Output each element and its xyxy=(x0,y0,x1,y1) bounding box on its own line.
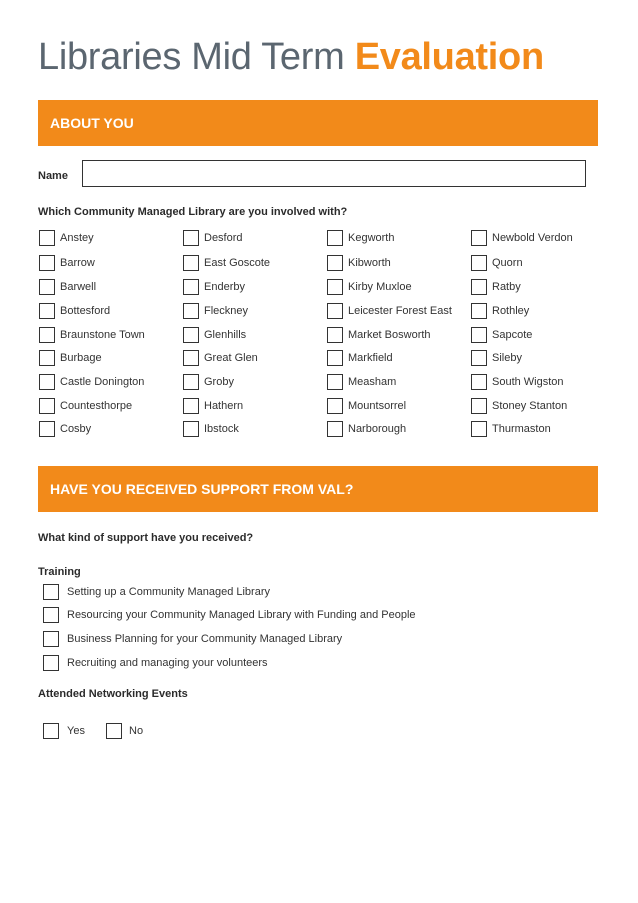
library-option-label: East Goscote xyxy=(204,257,271,269)
library-option-label: Countesthorpe xyxy=(60,400,133,412)
library-option-label: Hathern xyxy=(204,400,244,412)
library-option-label: Sapcote xyxy=(492,329,533,341)
library-checkbox[interactable] xyxy=(183,398,199,414)
library-option-label: Bottesford xyxy=(60,305,111,317)
name-field[interactable] xyxy=(82,160,586,187)
library-option-label: Barrow xyxy=(60,257,95,269)
support-question: What kind of support have you received? xyxy=(38,532,254,544)
library-option-label: Narborough xyxy=(348,423,407,435)
section-banner-about-you xyxy=(38,100,598,146)
library-checkbox[interactable] xyxy=(327,350,343,366)
library-option-label: Market Bosworth xyxy=(348,329,431,341)
library-option-label: Measham xyxy=(348,376,397,388)
library-checkbox[interactable] xyxy=(39,230,55,246)
title-accent: Evaluation xyxy=(354,36,544,78)
library-checkbox[interactable] xyxy=(471,303,487,319)
library-option-label: Castle Donington xyxy=(60,376,145,388)
library-option-label: Stoney Stanton xyxy=(492,400,568,412)
library-checkbox[interactable] xyxy=(327,327,343,343)
library-checkbox[interactable] xyxy=(471,421,487,437)
yes-checkbox[interactable] xyxy=(43,723,59,739)
library-checkbox[interactable] xyxy=(327,374,343,390)
library-checkbox[interactable] xyxy=(327,279,343,295)
section-banner-support xyxy=(38,466,598,512)
networking-label: Attended Networking Events xyxy=(38,688,188,700)
library-option-label: Enderby xyxy=(204,281,245,293)
library-option-label: Anstey xyxy=(60,232,94,244)
library-option-label: Groby xyxy=(204,376,234,388)
training-label: Training xyxy=(38,566,81,578)
library-checkbox[interactable] xyxy=(327,421,343,437)
library-checkbox[interactable] xyxy=(183,303,199,319)
library-checkbox[interactable] xyxy=(183,230,199,246)
library-checkbox[interactable] xyxy=(471,327,487,343)
no-checkbox[interactable] xyxy=(106,723,122,739)
library-option-label: Ibstock xyxy=(204,423,239,435)
training-checkbox[interactable] xyxy=(43,584,59,600)
library-checkbox[interactable] xyxy=(39,421,55,437)
library-option-label: Sileby xyxy=(492,352,522,364)
library-checkbox[interactable] xyxy=(39,374,55,390)
library-checkbox[interactable] xyxy=(39,255,55,271)
library-option-label: Ratby xyxy=(492,281,521,293)
library-option-label: Quorn xyxy=(492,257,523,269)
training-option-label: Recruiting and managing your volunteers xyxy=(67,657,268,669)
library-checkbox[interactable] xyxy=(39,398,55,414)
library-option-label: Newbold Verdon xyxy=(492,232,573,244)
library-option-label: South Wigston xyxy=(492,376,564,388)
library-option-label: Thurmaston xyxy=(492,423,551,435)
training-checkbox[interactable] xyxy=(43,631,59,647)
library-option-label: Braunstone Town xyxy=(60,329,145,341)
library-option-label: Mountsorrel xyxy=(348,400,407,412)
library-checkbox[interactable] xyxy=(327,230,343,246)
section-heading: ABOUT YOU xyxy=(50,115,134,131)
training-option-label: Setting up a Community Managed Library xyxy=(67,586,270,598)
library-checkbox[interactable] xyxy=(327,255,343,271)
library-checkbox[interactable] xyxy=(471,255,487,271)
library-checkbox[interactable] xyxy=(183,279,199,295)
library-option-label: Glenhills xyxy=(204,329,247,341)
library-checkbox[interactable] xyxy=(183,255,199,271)
training-option-label: Business Planning for your Community Managed Library xyxy=(67,633,343,645)
library-checkbox[interactable] xyxy=(183,374,199,390)
library-option-label: Fleckney xyxy=(204,305,249,317)
library-checkbox[interactable] xyxy=(327,303,343,319)
library-option-label: Kegworth xyxy=(348,232,395,244)
yes-label: Yes xyxy=(67,725,85,737)
library-checkbox[interactable] xyxy=(183,350,199,366)
library-option-label: Rothley xyxy=(492,305,530,317)
no-label: No xyxy=(129,725,144,737)
library-checkbox[interactable] xyxy=(471,230,487,246)
library-question: Which Community Managed Library are you involved with? xyxy=(38,206,348,218)
library-checkbox[interactable] xyxy=(471,374,487,390)
library-checkbox[interactable] xyxy=(183,421,199,437)
page-title xyxy=(38,36,544,79)
library-option-label: Leicester Forest East xyxy=(348,305,452,317)
library-checkbox[interactable] xyxy=(471,398,487,414)
section-heading: HAVE YOU RECEIVED SUPPORT FROM VAL? xyxy=(50,481,354,497)
library-checkbox[interactable] xyxy=(39,279,55,295)
library-option-label: Cosby xyxy=(60,423,92,435)
library-option-label: Great Glen xyxy=(204,352,258,364)
library-option-label: Desford xyxy=(204,232,243,244)
training-option-label: Resourcing your Community Managed Library with Funding and People xyxy=(67,609,416,621)
library-checkbox[interactable] xyxy=(327,398,343,414)
library-option-label: Burbage xyxy=(60,352,102,364)
training-checkbox[interactable] xyxy=(43,655,59,671)
library-checkbox[interactable] xyxy=(39,303,55,319)
library-checkbox[interactable] xyxy=(471,279,487,295)
library-option-label: Barwell xyxy=(60,281,97,293)
library-checkbox[interactable] xyxy=(471,350,487,366)
library-checkbox[interactable] xyxy=(39,327,55,343)
library-checkbox[interactable] xyxy=(39,350,55,366)
training-checkbox[interactable] xyxy=(43,607,59,623)
library-option-label: Kirby Muxloe xyxy=(348,281,412,293)
library-option-label: Kibworth xyxy=(348,257,391,269)
name-label: Name xyxy=(38,170,68,182)
library-option-label: Markfield xyxy=(348,352,393,364)
library-checkbox[interactable] xyxy=(183,327,199,343)
title-main: Libraries Mid Term xyxy=(38,36,345,78)
